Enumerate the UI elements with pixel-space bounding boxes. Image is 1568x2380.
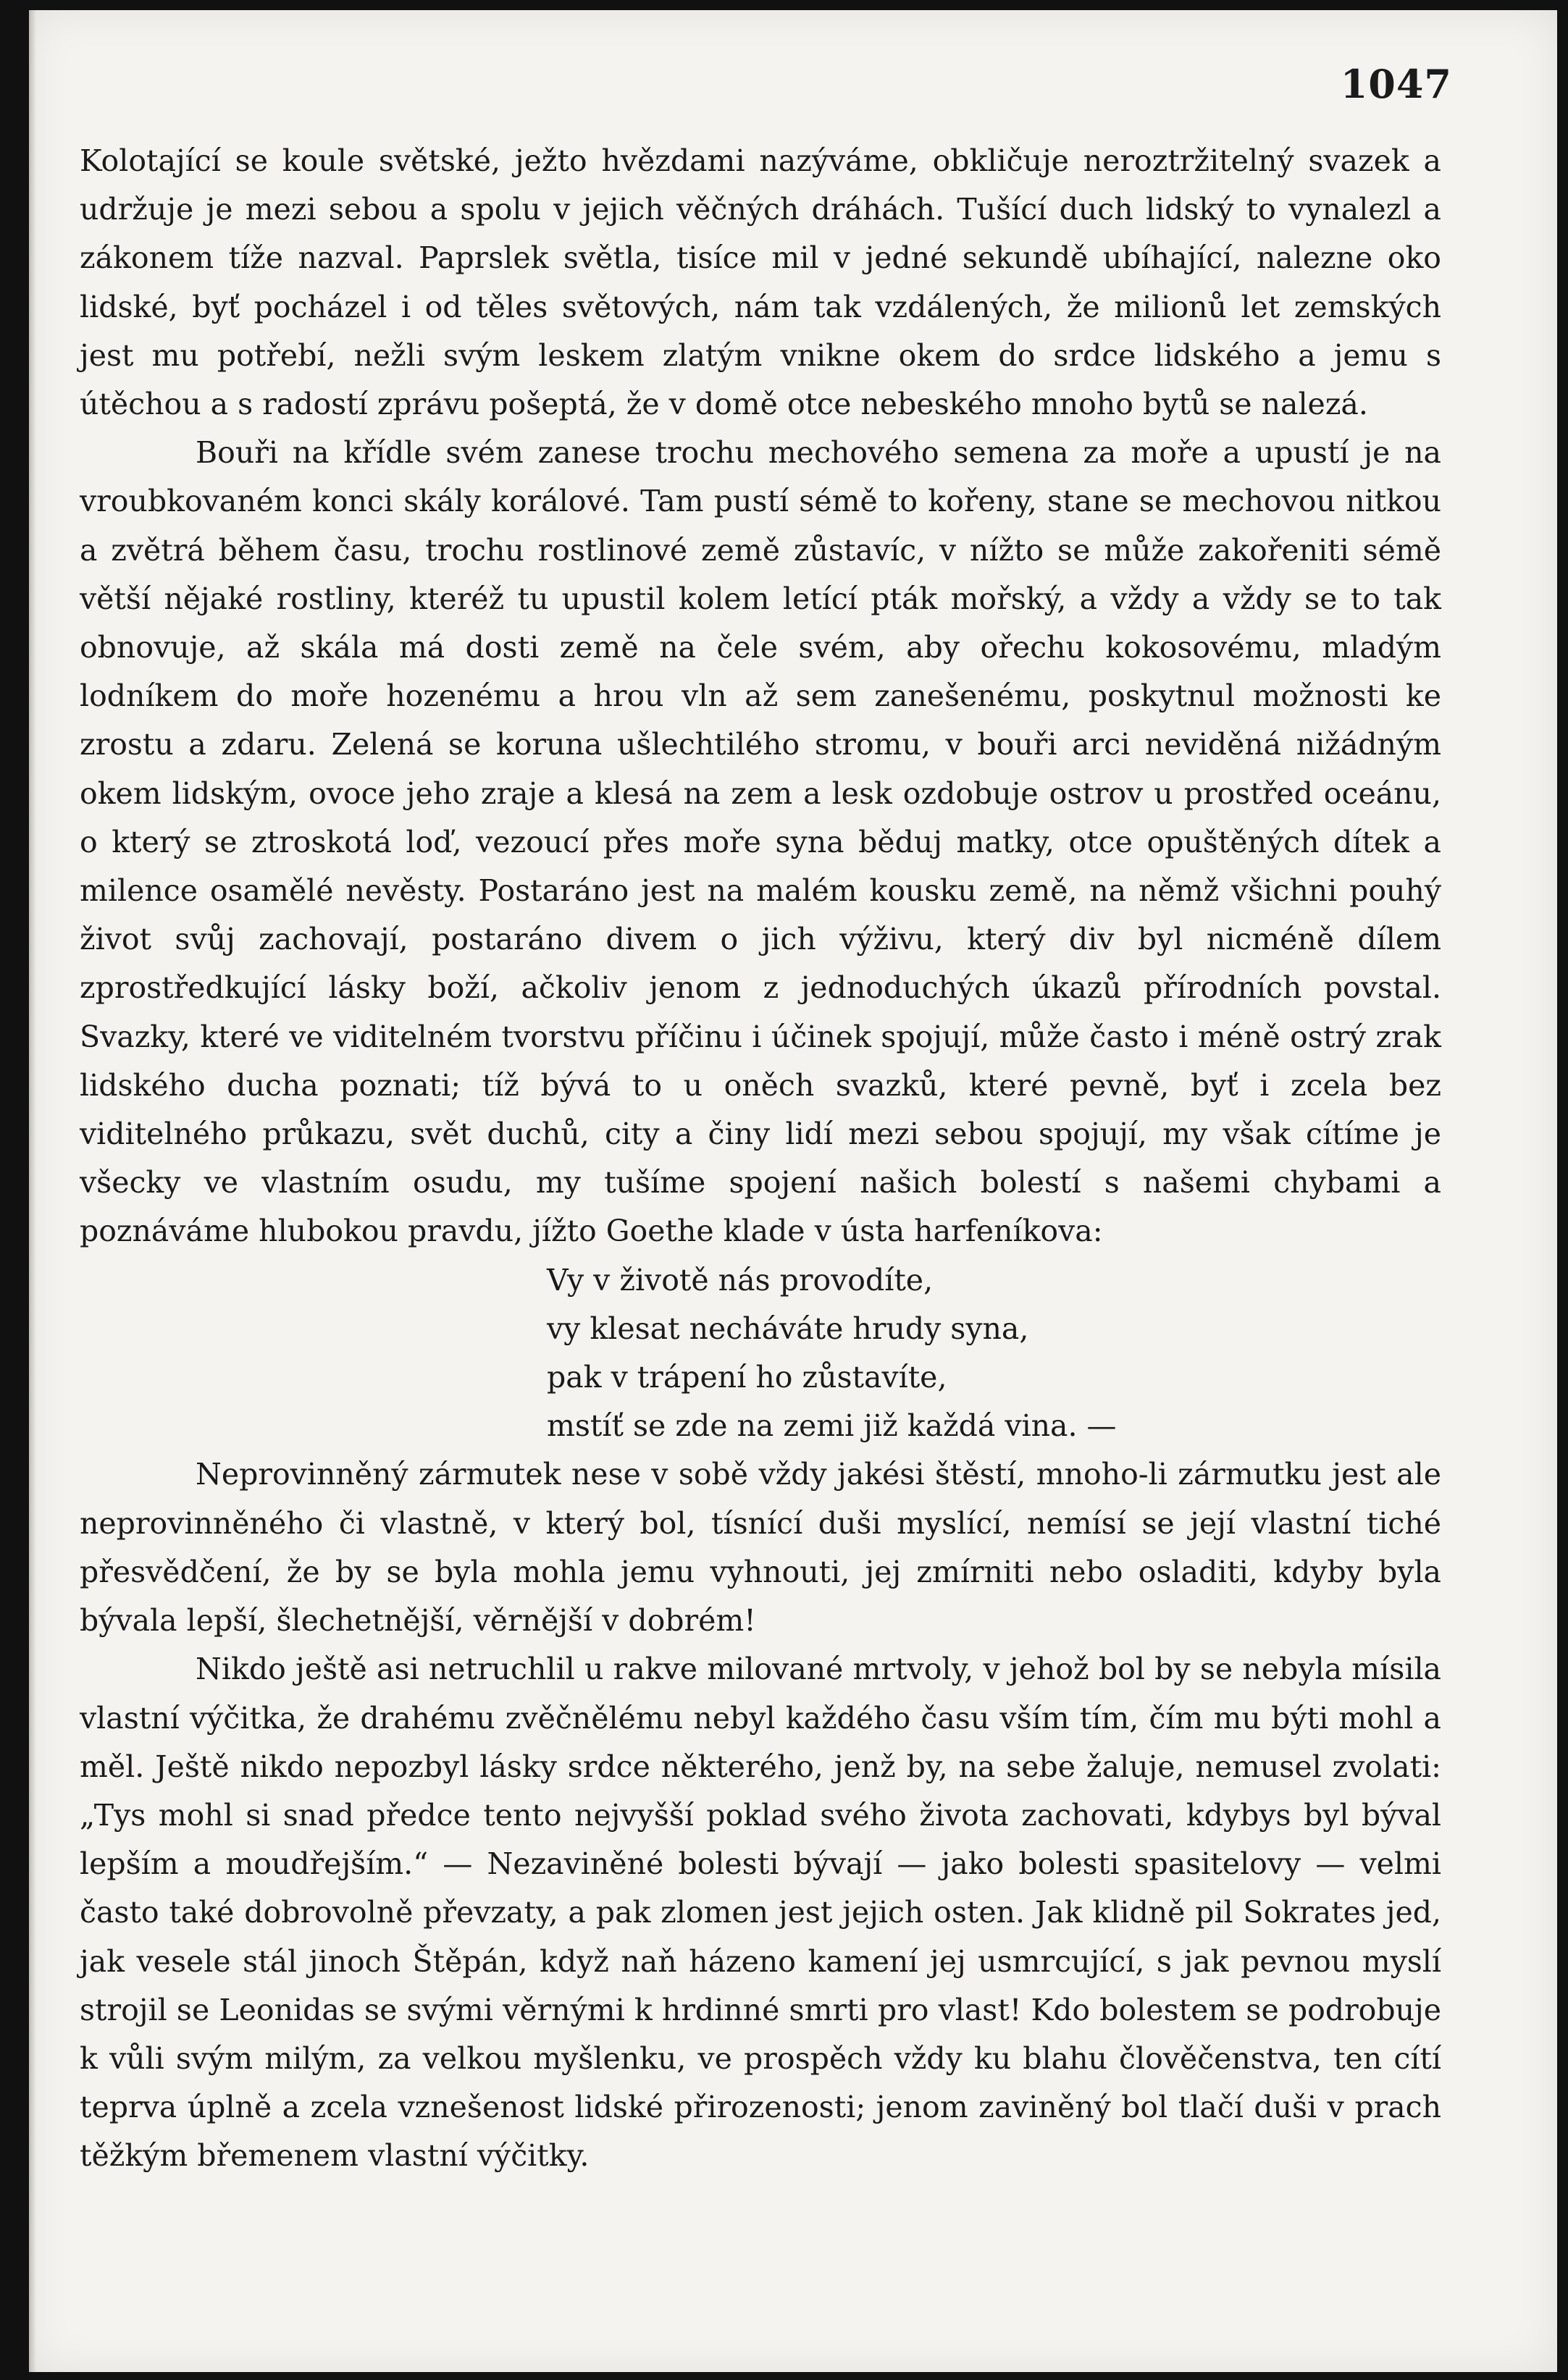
- verse-quote: [80, 1256, 1441, 1451]
- page-text: [80, 137, 1441, 2181]
- paragraph-1: Kolotající se koule světské, ježto hvězdami nazýváme, obkličuje neroztržitelný svazek a udržuje je mezi sebou a spolu v jejich věčných dráhách. Tušící duch lidský to vynalezl a zákonem tíže nazval. Paprslek světla, tisíce mil v jedné sekundě ubíhající, nalezne oko lidské, byť pocházel i od těles světových, nám tak vzdálených, že milionů let zemských jest mu potřebí, nežli svým leskem zlatým vnikne okem do srdce lidského a jemu s útěchou a s radostí zprávu pošeptá, že v domě otce nebeského mnoho bytů se nalezá.: [80, 143, 1441, 422]
- verse-line: pak v trápení ho zůstavíte,: [547, 1360, 947, 1395]
- paragraph-2: Bouři na křídle svém zanese trochu mechového semena za moře a upustí je na vroubkovaném konci skály korálové. Tam pustí sémě to kořeny, stane se mechovou nitkou a zvětrá během času, trochu rostlinové země zůstavíc, v nížto se může zakořeniti sémě větší nějaké rostliny, kteréž tu upustil kolem letící pták mořský, a vždy a vždy se to tak obnovuje, až skála má dosti země na čele svém, aby ořechu kokosovému, mladým lodníkem do moře hozenému a hrou vln až sem zanešenému, poskytnul možnosti ke zrostu a zdaru. Zelená se koruna ušlechtilého stromu, v bouři arci neviděná nižádným okem lidským, ovoce jeho zraje a klesá na zem a lesk ozdobuje ostrov u prostřed oceánu, o který se ztroskotá loď, vezoucí přes moře syna běduj matky, otce opuštěných dítek a milence osamělé nevěsty. Postaráno jest na malém kousku země, na němž všichni pouhý život svůj zachovají, postaráno divem o jich výživu, který div byl nicméně dílem zprostředkující lásky boží, ačkoliv jenom z jednoduchých úkazů přírodních povstal. Svazky, které ve viditelném tvorstvu příčinu i účinek spojují, může často i méně ostrý zrak lidského ducha poznati; tíž bývá to u oněch svazků, které pevně, byť i zcela bez viditelného průkazu, svět duchů, city a činy lidí mezi sebou spojují, my však cítíme je všecky ve vlastním osudu, my tušíme spojení našich bolestí s našemi chybami a poznáváme hlubokou pravdu, jížto Goethe klade v ústa harfeníkova:: [80, 435, 1441, 1249]
- verse-line: vy klesat necháváte hrudy syna,: [547, 1311, 1029, 1346]
- book-page: [29, 10, 1557, 2372]
- paragraph-4: Nikdo ještě asi netruchlil u rakve milované mrtvoly, v jehož bol by se nebyla mísila vlastní výčitka, že drahému zvěčnělému nebyl každého času vším tím, čím mu býti mohl a měl. Ještě nikdo nepozbyl lásky srdce některého, jenž by, na sebe žaluje, nemusel zvolati: „Tys mohl si snad předce tento nejvyšší poklad svého života zachovati, kdybys byl býval lepším a moudřejším.“ — Nezaviněné bolesti bývají — jako bolesti spasitelovy — velmi často také dobrovolně převzaty, a pak zlomen jest jejich osten. Jak klidně pil Sokrates jed, jak vesele stál jinoch Štěpán, když naň házeno kamení jej usmrcující, s jak pevnou myslí strojil se Leonidas se svými věrnými k hrdinné smrti pro vlast! Kdo bolestem se podrobuje k vůli svým milým, za velkou myšlenku, ve prospěch vždy ku blahu člověčenstva, ten cítí teprva úplně a zcela vznešenost lidské přirozenosti; jenom zaviněný bol tlačí duši v prach těžkým břemenem vlastní výčitky.: [80, 1652, 1441, 2174]
- page-number: 1047: [1340, 61, 1452, 107]
- paragraph-3: Neprovinněný zármutek nese v sobě vždy jakési štěstí, mnoho-li zármutku jest ale neprovinněného či vlastně, v který bol, tísnící duši myslící, nemísí se její vlastní tiché přesvědčení, že by se byla mohla jemu vyhnouti, jej zmírniti nebo osladiti, kdyby byla bývala lepší, šlechetnější, věrnější v dobrém!: [80, 1457, 1441, 1639]
- verse-line: Vy v životě nás provodíte,: [547, 1262, 934, 1298]
- verse-line: mstíť se zde na zemi již každá vina. —: [547, 1408, 1117, 1444]
